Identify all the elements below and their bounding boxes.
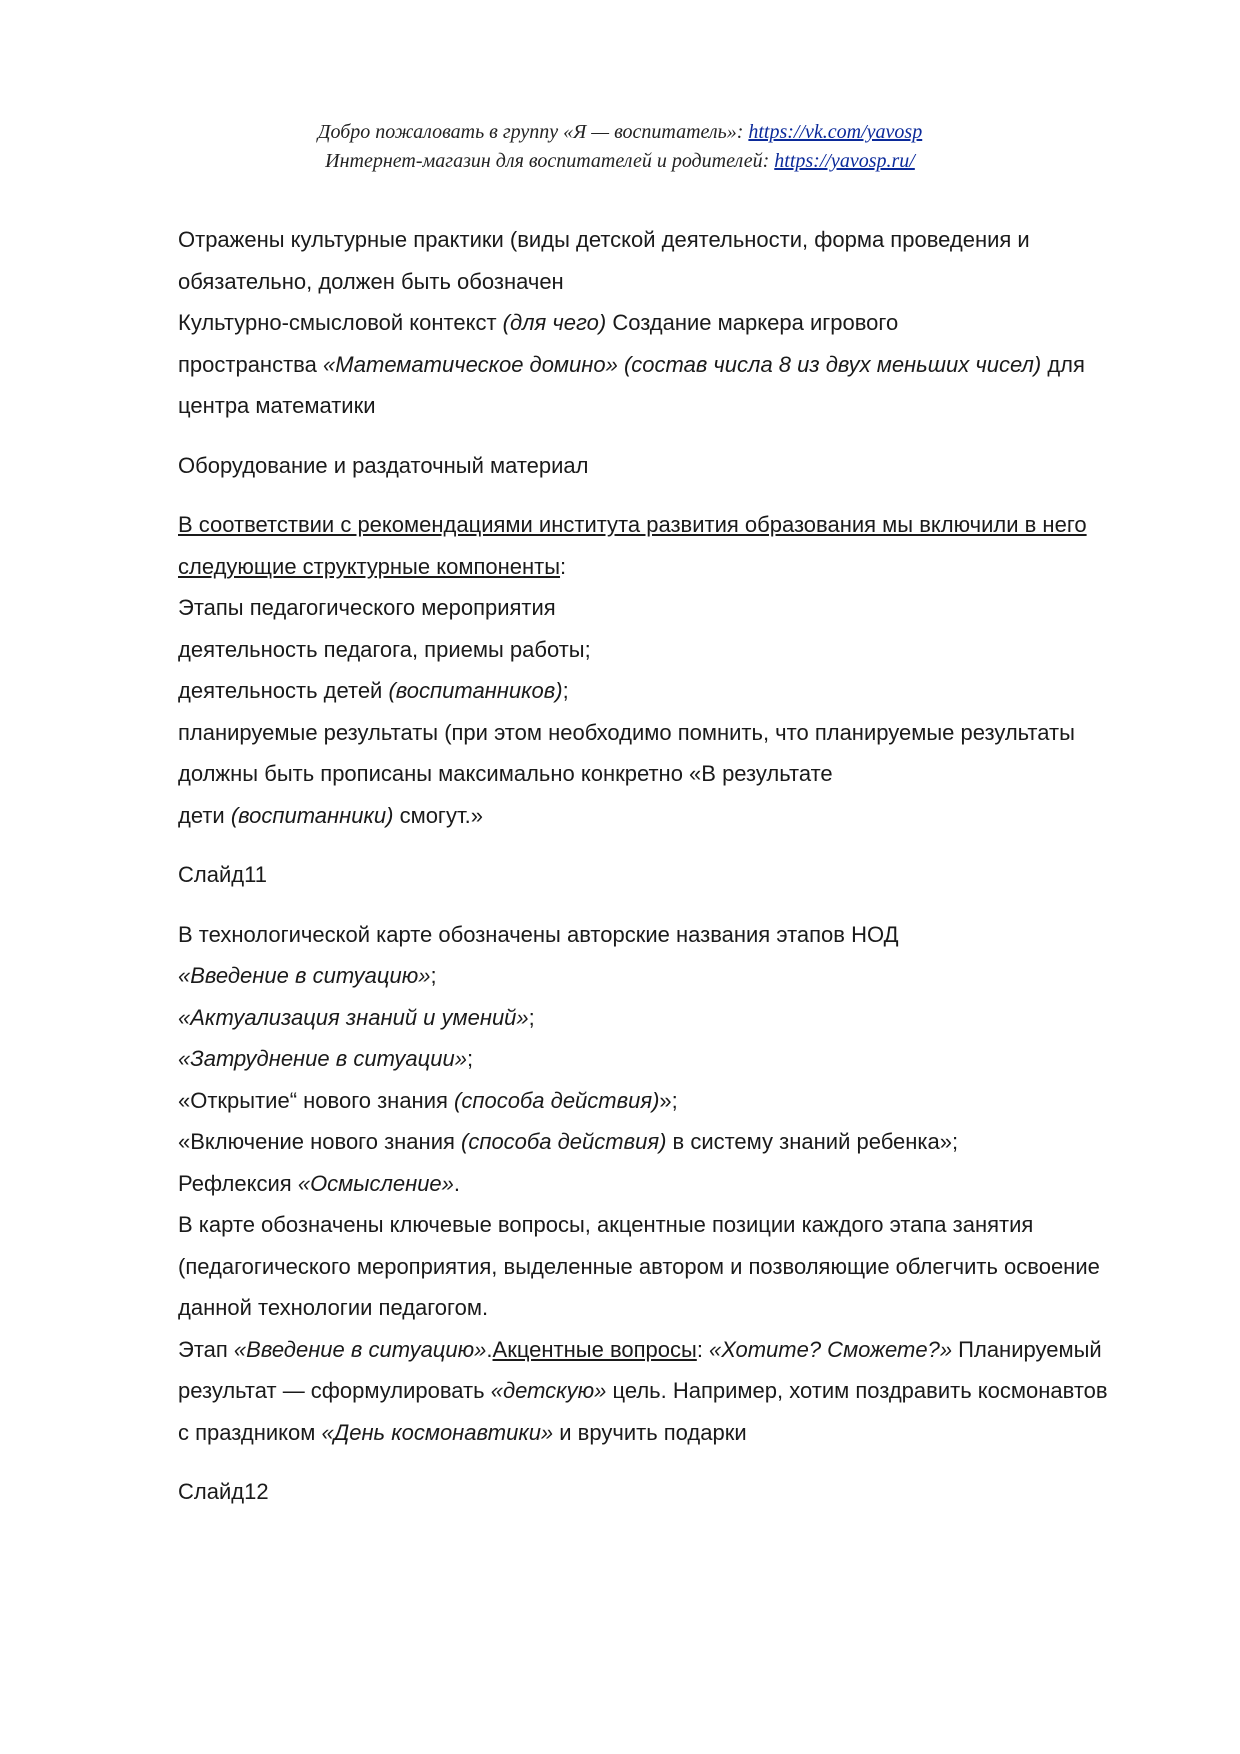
header-line-2 xyxy=(0,147,1240,176)
text-segment: Создание маркера игрового xyxy=(606,310,899,335)
text-line: Отражены культурные практики (виды детской деятельности, форма проведения и xyxy=(178,227,1030,252)
text-segment: ; xyxy=(562,678,569,703)
page-header xyxy=(0,118,1240,176)
shop-link[interactable]: https://yavosp.ru/ xyxy=(774,150,915,172)
slide-12-label: Слайд12 xyxy=(178,1479,269,1504)
text-line xyxy=(178,546,1168,588)
header-shop-text: Интернет-магазин для воспитателей и родителей: xyxy=(325,150,770,172)
slide-11-label: Слайд11 xyxy=(178,862,267,887)
paragraph-stages xyxy=(178,914,1168,1454)
text-segment: «Открытие“ нового знания xyxy=(178,1087,455,1113)
text-segment: деятельность детей xyxy=(178,678,389,703)
text-line xyxy=(178,1329,1168,1371)
paragraph-cultural-practices xyxy=(178,219,1168,427)
text-segment-italic: (способа действия) xyxy=(454,1087,660,1113)
text-segment: : xyxy=(696,1336,710,1362)
text-line xyxy=(178,1121,1168,1163)
text-segment-underlined: Акцентные вопросы xyxy=(492,1336,697,1362)
text-segment: пространства xyxy=(178,351,323,377)
text-segment: »; xyxy=(659,1087,678,1113)
text-segment: дети xyxy=(178,802,231,828)
text-segment: Рефлексия xyxy=(178,1170,298,1196)
text-line xyxy=(178,1163,1168,1205)
header-welcome-text: Добро пожаловать в группу «Я — воспитатель»: xyxy=(317,121,744,143)
text-segment: цель. Например, хотим поздравить космонавтов xyxy=(606,1378,1108,1403)
text-line xyxy=(178,670,1168,712)
document-body xyxy=(178,219,1168,1513)
text-segment: Культурно-смысловой контекст xyxy=(178,310,503,335)
text-segment-italic: «Осмысление» xyxy=(297,1170,454,1196)
text-line: обязательно, должен быть обозначен xyxy=(178,268,564,294)
text-segment: «Включение нового знания xyxy=(178,1129,462,1154)
text-line xyxy=(178,1370,1168,1412)
paragraph-equipment: Оборудование и раздаточный материал xyxy=(178,452,589,478)
text-line xyxy=(178,955,1168,997)
text-line: планируемые результаты (при этом необходимо помнить, что планируемые результаты xyxy=(178,719,1075,745)
text-segment: результат — сформулировать xyxy=(178,1378,491,1403)
text-segment-italic: (для чего) xyxy=(502,310,607,335)
text-line: деятельность педагога, приемы работы; xyxy=(178,636,591,662)
text-segment-italic: «Введение в ситуацию» xyxy=(233,1336,487,1362)
header-line-1 xyxy=(0,118,1240,147)
text-segment-italic: «Затруднение в ситуации» xyxy=(178,1046,467,1071)
text-segment: в систему знаний ребенка»; xyxy=(666,1129,959,1154)
text-segment: и вручить подарки xyxy=(553,1419,747,1445)
text-segment-italic: (воспитанники) xyxy=(230,802,394,828)
text-line: В карте обозначены ключевые вопросы, акцентные позиции каждого этапа занятия xyxy=(178,1212,1034,1237)
text-segment-underlined: следующие структурные компоненты xyxy=(178,553,561,579)
text-segment: ; xyxy=(528,1004,535,1030)
text-segment: : xyxy=(560,553,567,579)
text-line: (педагогического мероприятия, выделенные автором и позволяющие облегчить освоение xyxy=(178,1253,1100,1279)
text-segment: . xyxy=(453,1170,461,1196)
text-line xyxy=(178,1038,1168,1080)
text-line xyxy=(178,1412,1168,1454)
text-line: В технологической карте обозначены авторские названия этапов НОД xyxy=(178,921,899,947)
text-line xyxy=(178,344,1168,386)
text-line xyxy=(178,302,1168,344)
text-segment-italic: «Хотите? Сможете?» xyxy=(709,1336,953,1362)
text-segment-italic: «День космонавтики» xyxy=(321,1419,554,1445)
text-line: должны быть прописаны максимально конкретно «В результате xyxy=(178,761,833,786)
text-segment: Планируемый xyxy=(952,1336,1102,1362)
text-segment-italic: (воспитанников) xyxy=(388,678,563,703)
text-line: центра математики xyxy=(178,393,376,418)
text-segment-italic: (способа действия) xyxy=(461,1129,667,1154)
text-segment: Этап xyxy=(178,1336,234,1362)
text-line: Этапы педагогического мероприятия xyxy=(178,595,556,620)
text-line: данной технологии педагогом. xyxy=(178,1295,489,1320)
text-line xyxy=(178,795,1168,837)
text-segment-italic: «Математическое домино» (состав числа 8 из двух меньших чисел) xyxy=(322,351,1042,377)
text-segment: с праздником xyxy=(178,1419,322,1445)
text-line xyxy=(178,1080,1168,1122)
text-segment: для xyxy=(1041,351,1085,377)
text-segment: ; xyxy=(466,1046,474,1071)
text-segment-italic: «детскую» xyxy=(490,1378,607,1403)
text-segment: смогут.» xyxy=(393,802,483,828)
text-segment-italic: «Актуализация знаний и умений» xyxy=(178,1004,529,1030)
vk-group-link[interactable]: https://vk.com/yavosp xyxy=(748,121,923,143)
text-segment-italic: «Введение в ситуацию» xyxy=(178,963,431,988)
text-segment: . xyxy=(486,1336,493,1362)
text-line xyxy=(178,997,1168,1039)
text-line: В соответствии с рекомендациями института развития образования мы включили в него xyxy=(178,512,1087,537)
paragraph-structure-components xyxy=(178,504,1168,836)
text-segment: ; xyxy=(430,963,437,988)
